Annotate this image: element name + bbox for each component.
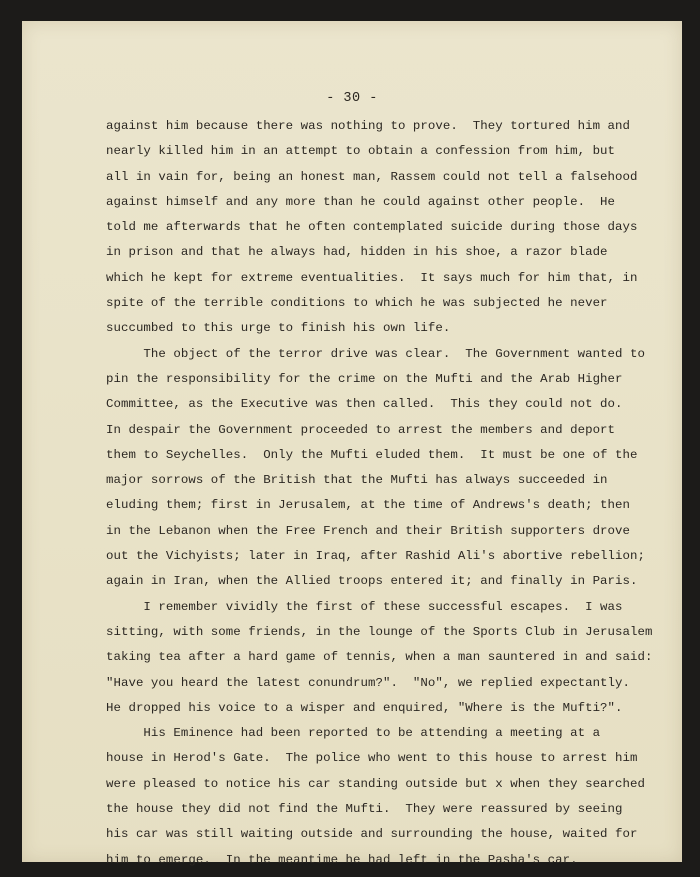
text-line: him to emerge. In the meantime he had left in the Pasha's car. (106, 852, 578, 867)
text-line: his car was still waiting outside and surrounding the house, waited for (106, 827, 638, 842)
text-line: in prison and that he always had, hidden in his shoe, a razor blade (106, 245, 608, 260)
text-line: He dropped his voice to a wisper and enquired, "Where is the Mufti?". (106, 700, 623, 715)
text-line: spite of the terrible conditions to which he was subjected he never (106, 296, 608, 311)
text-line: nearly killed him in an attempt to obtain a confession from him, but (106, 144, 616, 159)
text-line: house in Herod's Gate. The police who went to this house to arrest him (106, 751, 638, 766)
text-line: succumbed to this urge to finish his own life. (106, 321, 451, 336)
text-line: told me afterwards that he often contemplated suicide during those days (106, 220, 638, 235)
text-line: which he kept for extreme eventualities. It says much for him that, in (106, 270, 638, 285)
text-line: I remember vividly the first of these successful escapes. I was (106, 599, 623, 614)
text-line: out the Vichyists; later in Iraq, after Rashid Ali's abortive rebellion; (106, 549, 645, 564)
text-line: major sorrows of the British that the Mufti has always succeeded in (106, 473, 608, 488)
text-line: Committee, as the Executive was then called. This they could not do. (106, 397, 623, 412)
text-line: The object of the terror drive was clear. The Government wanted to (106, 346, 645, 361)
page-number: - 30 - (326, 91, 378, 106)
text-line: against him because there was nothing to prove. They tortured him and (106, 119, 630, 133)
text-line: "Have you heard the latest conundrum?". "No", we replied expectantly. (106, 675, 630, 690)
text-line: the house they did not find the Mufti. They were reassured by seeing (106, 802, 623, 817)
text-line: pin the responsibility for the crime on the Mufti and the Arab Higher (106, 371, 623, 386)
text-line: against himself and any more than he could against other people. He (106, 194, 616, 209)
text-line: His Eminence had been reported to be attending a meeting at a (106, 726, 601, 741)
typed-page (22, 21, 682, 867)
text-line: sitting, with some friends, in the lounge of the Sports Club in Jerusalem (106, 624, 653, 639)
text-line: taking tea after a hard game of tennis, when a man sauntered in and said: (106, 650, 653, 665)
text-line: them to Seychelles. Only the Mufti eluded them. It must be one of the (106, 447, 638, 462)
body-text (106, 114, 686, 873)
text-line: were pleased to notice his car standing outside but x when they searched (106, 776, 645, 791)
text-line: all in vain for, being an honest man, Rassem could not tell a falsehood (106, 169, 638, 184)
text-line: In despair the Government proceeded to arrest the members and deport (106, 422, 616, 437)
text-line: again in Iran, when the Allied troops entered it; and finally in Paris. (106, 574, 638, 589)
text-line: in the Lebanon when the Free French and their British supporters drove (106, 523, 630, 538)
text-line: eluding them; first in Jerusalem, at the time of Andrews's death; then (106, 498, 630, 513)
